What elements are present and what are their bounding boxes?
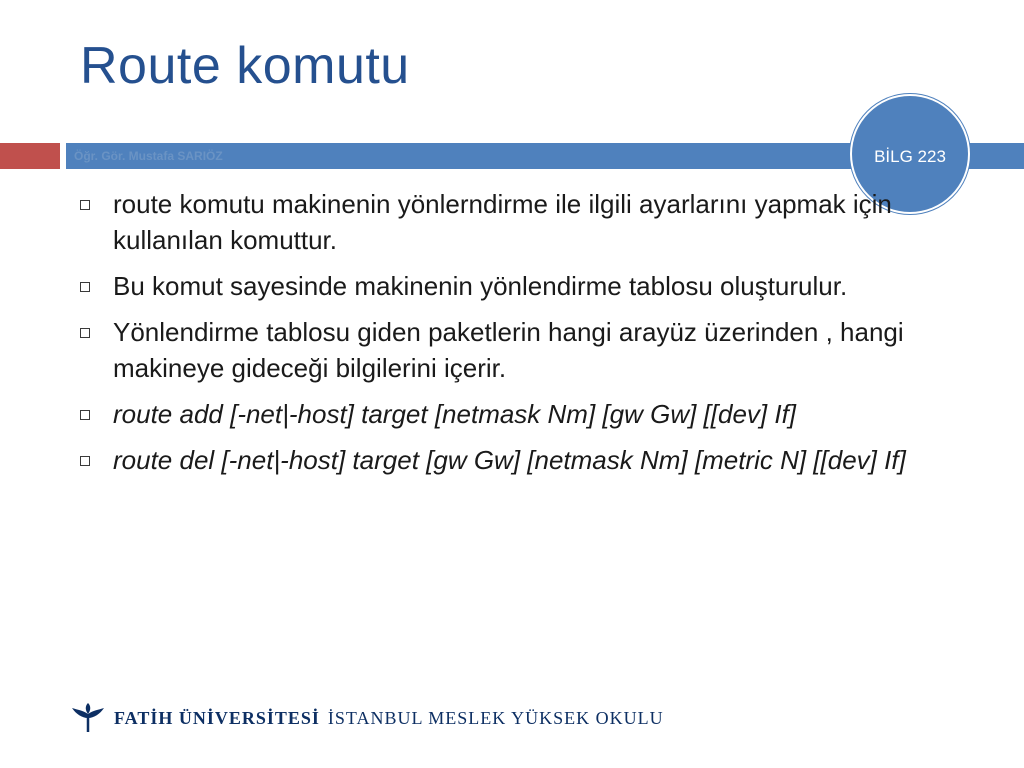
university-name: FATİH ÜNİVERSİTESİ — [114, 707, 320, 728]
course-badge-label: BİLG 223 — [874, 147, 946, 166]
list-item — [80, 442, 980, 478]
bullet-text: Bu komut sayesinde makinenin yönlendirme tablosu oluşturulur. — [113, 271, 848, 301]
bullet-text-command: route del [-net|-host] target [gw Gw] [netmask Nm] [metric N] [[dev] If] — [113, 445, 906, 475]
square-bullet-icon — [80, 410, 90, 420]
list-item — [80, 186, 980, 258]
square-bullet-icon — [80, 200, 90, 210]
slide-title: Route komutu — [80, 37, 410, 95]
school-name: İSTANBUL MESLEK YÜKSEK OKULU — [327, 707, 664, 728]
list-item — [80, 314, 980, 386]
footer — [68, 700, 664, 736]
accent-band-red — [0, 143, 60, 169]
author-label: Öğr. Gör. Mustafa SARIÖZ — [74, 149, 223, 163]
bullet-text: Yönlendirme tablosu giden paketlerin hangi arayüz üzerinden , hangi makineye gideceği bilgilerini içerir. — [113, 317, 904, 383]
list-item — [80, 268, 980, 304]
bullet-text: route komutu makinenin yönlerndirme ile ilgili ayarlarını yapmak için kullanılan komuttur. — [113, 189, 892, 255]
square-bullet-icon — [80, 456, 90, 466]
bullet-list — [80, 186, 980, 488]
list-item — [80, 396, 980, 432]
tulip-logo-icon — [68, 702, 108, 734]
bullet-text-command: route add [-net|-host] target [netmask Nm] [gw Gw] [[dev] If] — [113, 399, 797, 429]
square-bullet-icon — [80, 282, 90, 292]
square-bullet-icon — [80, 328, 90, 338]
